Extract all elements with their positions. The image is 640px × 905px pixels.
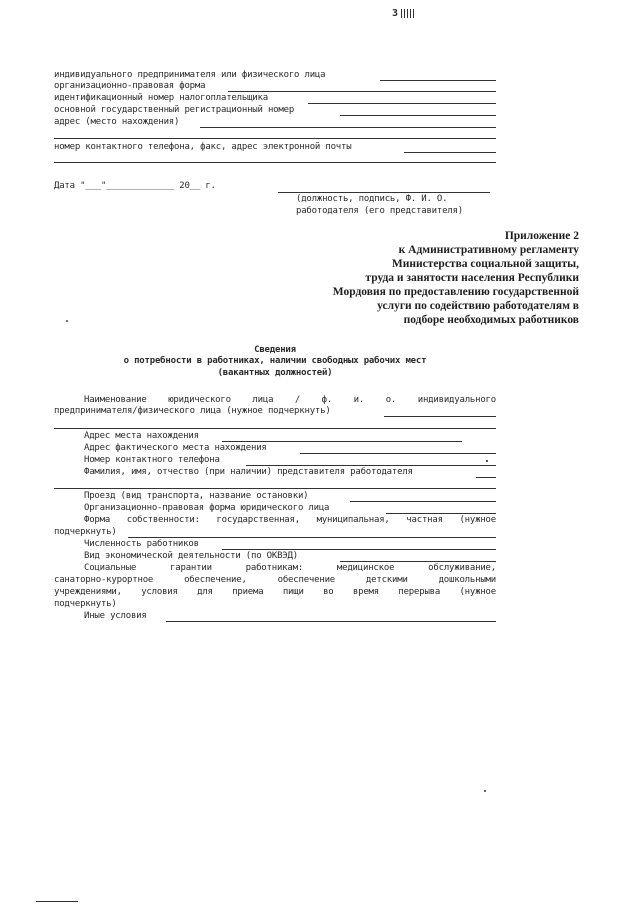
scan-dot	[484, 790, 486, 792]
social-label: Социальные гарантии работникам: медицинское обслуживание,	[84, 563, 496, 573]
org-form-line: организационно-правовая форма	[54, 81, 206, 91]
signature-caption: (должность, подпись, Ф. И. О.	[296, 194, 448, 204]
ownership-label: Форма собственности: государственная, муниципальная, частная (нужное	[84, 515, 496, 525]
appendix-line: труда и занятости населения Республики	[365, 272, 579, 284]
actual-address-blank	[300, 453, 496, 454]
social-label-3: учреждениями, условия для приема пищи во время перерыва (нужное	[54, 587, 496, 597]
employees-label: Численность работников	[84, 539, 199, 549]
doc-subtitle: о потребности в работниках, наличии свободных рабочих мест	[123, 356, 427, 366]
appendix-line: Министерства социальной защиты,	[391, 258, 579, 270]
legal-form-blank	[386, 513, 496, 514]
doc-title: Сведения	[254, 345, 296, 355]
footer-rule	[36, 901, 78, 902]
name-blank	[384, 416, 496, 417]
legal-form-label: Организационно-правовая форма юридического лица	[84, 503, 330, 513]
ogrn-line: основной государственный регистрационный номер	[54, 105, 295, 115]
appendix-line: Мордовия по предоставлению государственной	[332, 286, 579, 298]
signature-caption-2: работодателя (его представителя)	[296, 206, 463, 216]
social-label-2: санаторно-курортное обеспечение, обеспечение детскими дошкольными	[54, 575, 496, 585]
org-form-blank	[228, 91, 496, 92]
actual-address-label: Адрес фактического места нахождения	[84, 443, 267, 453]
signature-blank	[278, 192, 490, 193]
phone-field-blank	[246, 465, 496, 466]
other-conditions-label: Иные условия	[84, 611, 147, 621]
address-blank	[200, 127, 496, 128]
phone-field-label: Номер контактного телефона	[84, 455, 220, 465]
social-label-4: подчеркнуть)	[54, 599, 117, 609]
ownership-label-2: подчеркнуть)	[54, 527, 117, 537]
contacts-blank	[404, 152, 496, 153]
contacts-blank-2	[54, 162, 496, 163]
name-field-label-2: предпринимателя/физического лица (нужное подчеркнуть)	[54, 406, 331, 416]
appendix-line: услуги по содействию работодателям в	[377, 300, 579, 312]
representative-label: Фамилия, имя, отчество (при наличии) представителя работодателя	[84, 467, 413, 477]
address-line: адрес (место нахождения)	[54, 117, 180, 127]
ip-line: индивидуального предпринимателя или физического лица	[54, 70, 326, 80]
appendix-line: к Административному регламенту	[398, 244, 579, 256]
scan-dot	[66, 320, 68, 322]
activity-blank	[340, 561, 496, 562]
representative-blank-2	[54, 488, 496, 489]
ogrn-blank	[340, 115, 496, 116]
appendix-block	[300, 229, 579, 327]
doc-subtitle-2: (вакантных должностей)	[217, 368, 333, 378]
inn-line: идентификационный номер налогоплательщика	[54, 93, 268, 103]
ownership-blank	[128, 537, 496, 538]
address-field-blank	[222, 441, 462, 442]
employees-blank	[222, 549, 496, 550]
transport-label: Проезд (вид транспорта, название остановки)	[84, 491, 309, 501]
ip-line-blank	[380, 80, 496, 81]
representative-blank	[476, 477, 496, 478]
name-field-label: Наименование юридического лица / ф. и. о. индивидуального	[84, 395, 496, 405]
appendix-line: подборе необходимых работников	[403, 314, 579, 326]
page-number: 3	[392, 8, 398, 19]
activity-label: Вид экономической деятельности (по ОКВЭД)	[84, 551, 298, 561]
appendix-title: Приложение 2	[504, 230, 579, 242]
scan-dot	[486, 460, 488, 462]
transport-blank	[350, 501, 496, 502]
name-blank-2	[54, 428, 496, 429]
contacts-line: номер контактного телефона, факс, адрес электронной почты	[54, 142, 352, 152]
other-conditions-blank	[166, 621, 496, 622]
address-field-label: Адрес места нахождения	[84, 431, 199, 441]
address-blank-2	[54, 138, 496, 139]
inn-blank	[308, 103, 496, 104]
date-line: Дата "___"_____________ 20__ г.	[54, 181, 216, 191]
page-number-scan-mark	[401, 9, 414, 18]
